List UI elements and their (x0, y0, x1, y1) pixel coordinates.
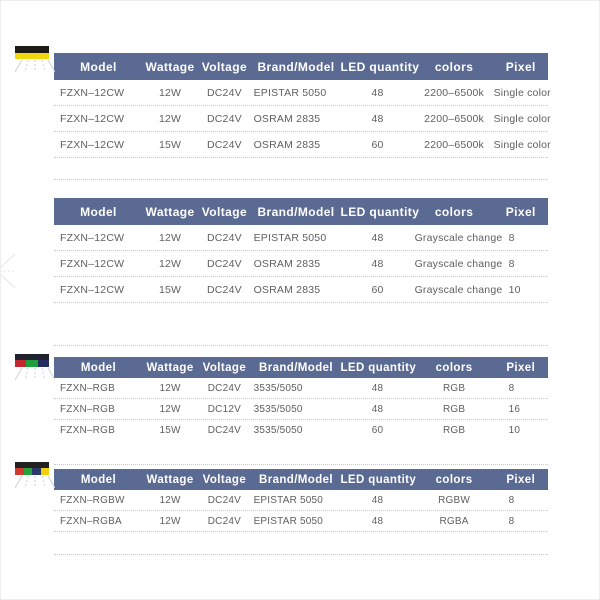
column-header-brand-model: Brand/Model (258, 361, 334, 374)
table-header-row (54, 357, 548, 378)
table-cell: DC24V (206, 112, 242, 125)
spec-table (54, 469, 548, 532)
table-cell: DC24V (206, 86, 242, 99)
table-cell: 12W (158, 231, 182, 244)
light-bar-color-segment (38, 360, 49, 367)
table-row (54, 277, 548, 303)
table-cell: FZXN–12CW (60, 283, 125, 296)
table-cell: FZXN–12CW (60, 231, 125, 244)
table-cell: 12W (159, 515, 181, 527)
table-cell: OSRAM 2835 (253, 112, 321, 125)
table-cell: FZXN–RGB (60, 382, 115, 394)
table-cell: EPISTAR 5050 (253, 86, 327, 99)
light-bar-color-segment (24, 468, 33, 475)
table-body (54, 225, 548, 303)
light-bar-color-segment (41, 468, 50, 475)
table-cell: 12W (158, 257, 182, 270)
table-cell: 48 (371, 494, 384, 506)
table-cell: 12W (158, 86, 182, 99)
light-rays-icon (15, 475, 55, 489)
table-cell: FZXN–RGB (60, 403, 115, 415)
table-cell: 8 (508, 515, 515, 527)
table-cell: FZXN–RGB (60, 424, 115, 436)
column-header-wattage: Wattage (145, 59, 195, 74)
light-rays-icon (15, 59, 55, 73)
table-cell: 48 (371, 112, 384, 125)
table-cell: DC24V (206, 257, 242, 270)
rgb-light-bar-icon (15, 354, 49, 381)
table-cell: DC24V (207, 424, 242, 436)
grayscale-spec-table (54, 198, 548, 303)
table-cell: 2200–6500k (424, 112, 484, 125)
light-bar-color-segment (15, 468, 24, 475)
column-header-brand-model: Brand/Model (257, 204, 335, 219)
light-bar-color-segment (32, 468, 41, 475)
column-header-led-quantity: LED quantity (340, 361, 417, 374)
table-cell: 12W (159, 494, 181, 506)
table-row (54, 132, 551, 158)
column-header-led-quantity: LED quantity (340, 473, 417, 486)
table-cell: 16 (508, 403, 521, 415)
table-cell: 60 (371, 138, 384, 151)
table-cell: RGBW (438, 494, 471, 506)
column-header-model: Model (80, 59, 117, 74)
column-header-colors: colors (434, 59, 474, 74)
column-header-colors: colors (435, 473, 473, 486)
table-cell: RGB (442, 403, 466, 415)
tables-container (1, 1, 599, 599)
light-bar-segments (15, 360, 49, 367)
table-cell: Grayscale change (414, 231, 503, 244)
table-cell: 12W (159, 382, 181, 394)
table-cell: 10 (508, 424, 521, 436)
table-cell: 48 (371, 403, 384, 415)
dotted-divider (54, 554, 548, 555)
table-cell: Single color (493, 138, 551, 151)
table-cell: RGB (442, 424, 466, 436)
table-cell: 3535/5050 (253, 424, 303, 436)
spec-table (54, 53, 551, 158)
table-cell: FZXN–12CW (60, 257, 125, 270)
single-color-spec-table (54, 53, 551, 158)
column-header-model: Model (80, 361, 117, 374)
table-cell: 8 (508, 494, 515, 506)
light-bar-color-segment (15, 53, 49, 59)
table-cell: OSRAM 2835 (253, 257, 321, 270)
column-header-voltage: Voltage (202, 473, 247, 486)
column-header-voltage: Voltage (201, 59, 248, 74)
rgb-spec-table (54, 357, 548, 440)
table-cell: 48 (371, 515, 384, 527)
table-header-row (54, 53, 548, 80)
single-color-light-bar-icon (15, 46, 49, 73)
table-cell: EPISTAR 5050 (253, 515, 324, 527)
column-header-wattage: Wattage (146, 473, 194, 486)
table-cell: FZXN–RGBA (60, 515, 122, 527)
spec-table (54, 198, 548, 303)
table-cell: FZXN–RGBW (60, 494, 125, 506)
table-cell: 15W (159, 424, 181, 436)
table-cell: EPISTAR 5050 (253, 231, 327, 244)
table-cell: DC24V (206, 283, 242, 296)
table-cell: 60 (371, 283, 384, 296)
light-bar-segments (15, 468, 49, 475)
column-header-wattage: Wattage (145, 204, 195, 219)
column-header-pixel: Pixel (506, 473, 536, 486)
table-body (54, 490, 548, 532)
light-bar-housing (15, 46, 49, 53)
column-header-pixel: Pixel (505, 59, 536, 74)
table-header-row (54, 198, 548, 225)
table-cell: DC24V (206, 138, 242, 151)
column-header-pixel: Pixel (506, 361, 536, 374)
table-cell: 2200–6500k (424, 86, 484, 99)
table-row (54, 106, 551, 132)
table-cell: 48 (371, 86, 384, 99)
light-rays-icon (15, 367, 55, 381)
table-cell: 3535/5050 (253, 403, 303, 415)
table-cell: OSRAM 2835 (253, 138, 321, 151)
column-header-model: Model (80, 473, 117, 486)
table-cell: Single color (493, 112, 551, 125)
table-cell: 48 (371, 257, 384, 270)
column-header-wattage: Wattage (146, 361, 194, 374)
table-row (54, 399, 548, 420)
table-cell: 10 (508, 283, 521, 296)
table-row (54, 80, 551, 106)
column-header-colors: colors (435, 361, 473, 374)
table-row (54, 251, 548, 277)
table-cell: Grayscale change (414, 257, 503, 270)
dotted-divider (54, 464, 548, 465)
column-header-brand-model: Brand/Model (257, 59, 335, 74)
table-cell: OSRAM 2835 (253, 283, 321, 296)
light-bar-color-segment (15, 360, 26, 367)
table-cell: 48 (371, 231, 384, 244)
table-cell: FZXN–12CW (60, 112, 125, 125)
table-cell: 8 (508, 231, 515, 244)
table-cell: RGB (442, 382, 466, 394)
table-cell: EPISTAR 5050 (253, 494, 324, 506)
column-header-voltage: Voltage (201, 204, 248, 219)
table-cell: 12W (158, 112, 182, 125)
table-row (54, 490, 548, 511)
table-cell: Single color (493, 86, 551, 99)
column-header-pixel: Pixel (505, 204, 536, 219)
table-body (54, 80, 551, 158)
column-header-led-quantity: LED quantity (340, 59, 420, 74)
table-body (54, 378, 548, 440)
table-cell: 3535/5050 (253, 382, 303, 394)
table-cell: DC24V (207, 515, 242, 527)
table-row (54, 420, 548, 440)
table-cell: 8 (508, 257, 515, 270)
table-cell: FZXN–12CW (60, 86, 125, 99)
column-header-brand-model: Brand/Model (258, 473, 334, 486)
rgbw-light-bar-icon (15, 462, 49, 489)
table-header-row (54, 469, 548, 490)
table-cell: DC24V (207, 382, 242, 394)
light-bar-color-segment (26, 360, 37, 367)
spec-table (54, 357, 548, 440)
dotted-divider (54, 345, 548, 346)
column-header-led-quantity: LED quantity (340, 204, 420, 219)
table-cell: FZXN–12CW (60, 138, 125, 151)
light-bar-segments (15, 53, 49, 59)
table-cell: 12W (159, 403, 181, 415)
table-row (54, 225, 548, 251)
table-cell: DC24V (207, 494, 242, 506)
column-header-model: Model (80, 204, 117, 219)
column-header-voltage: Voltage (202, 361, 247, 374)
table-cell: 15W (158, 283, 182, 296)
table-cell: DC24V (206, 231, 242, 244)
table-row (54, 511, 548, 532)
table-cell: 60 (371, 424, 384, 436)
table-cell: Grayscale change (414, 283, 503, 296)
table-cell: DC12V (207, 403, 242, 415)
table-cell: 8 (508, 382, 515, 394)
table-cell: RGBA (439, 515, 469, 527)
table-cell: 48 (371, 382, 384, 394)
table-cell: 15W (158, 138, 182, 151)
rgbw-rgba-spec-table (54, 469, 548, 532)
dotted-divider (54, 179, 548, 180)
table-row (54, 378, 548, 399)
column-header-colors: colors (434, 204, 474, 219)
table-cell: 2200–6500k (424, 138, 484, 151)
